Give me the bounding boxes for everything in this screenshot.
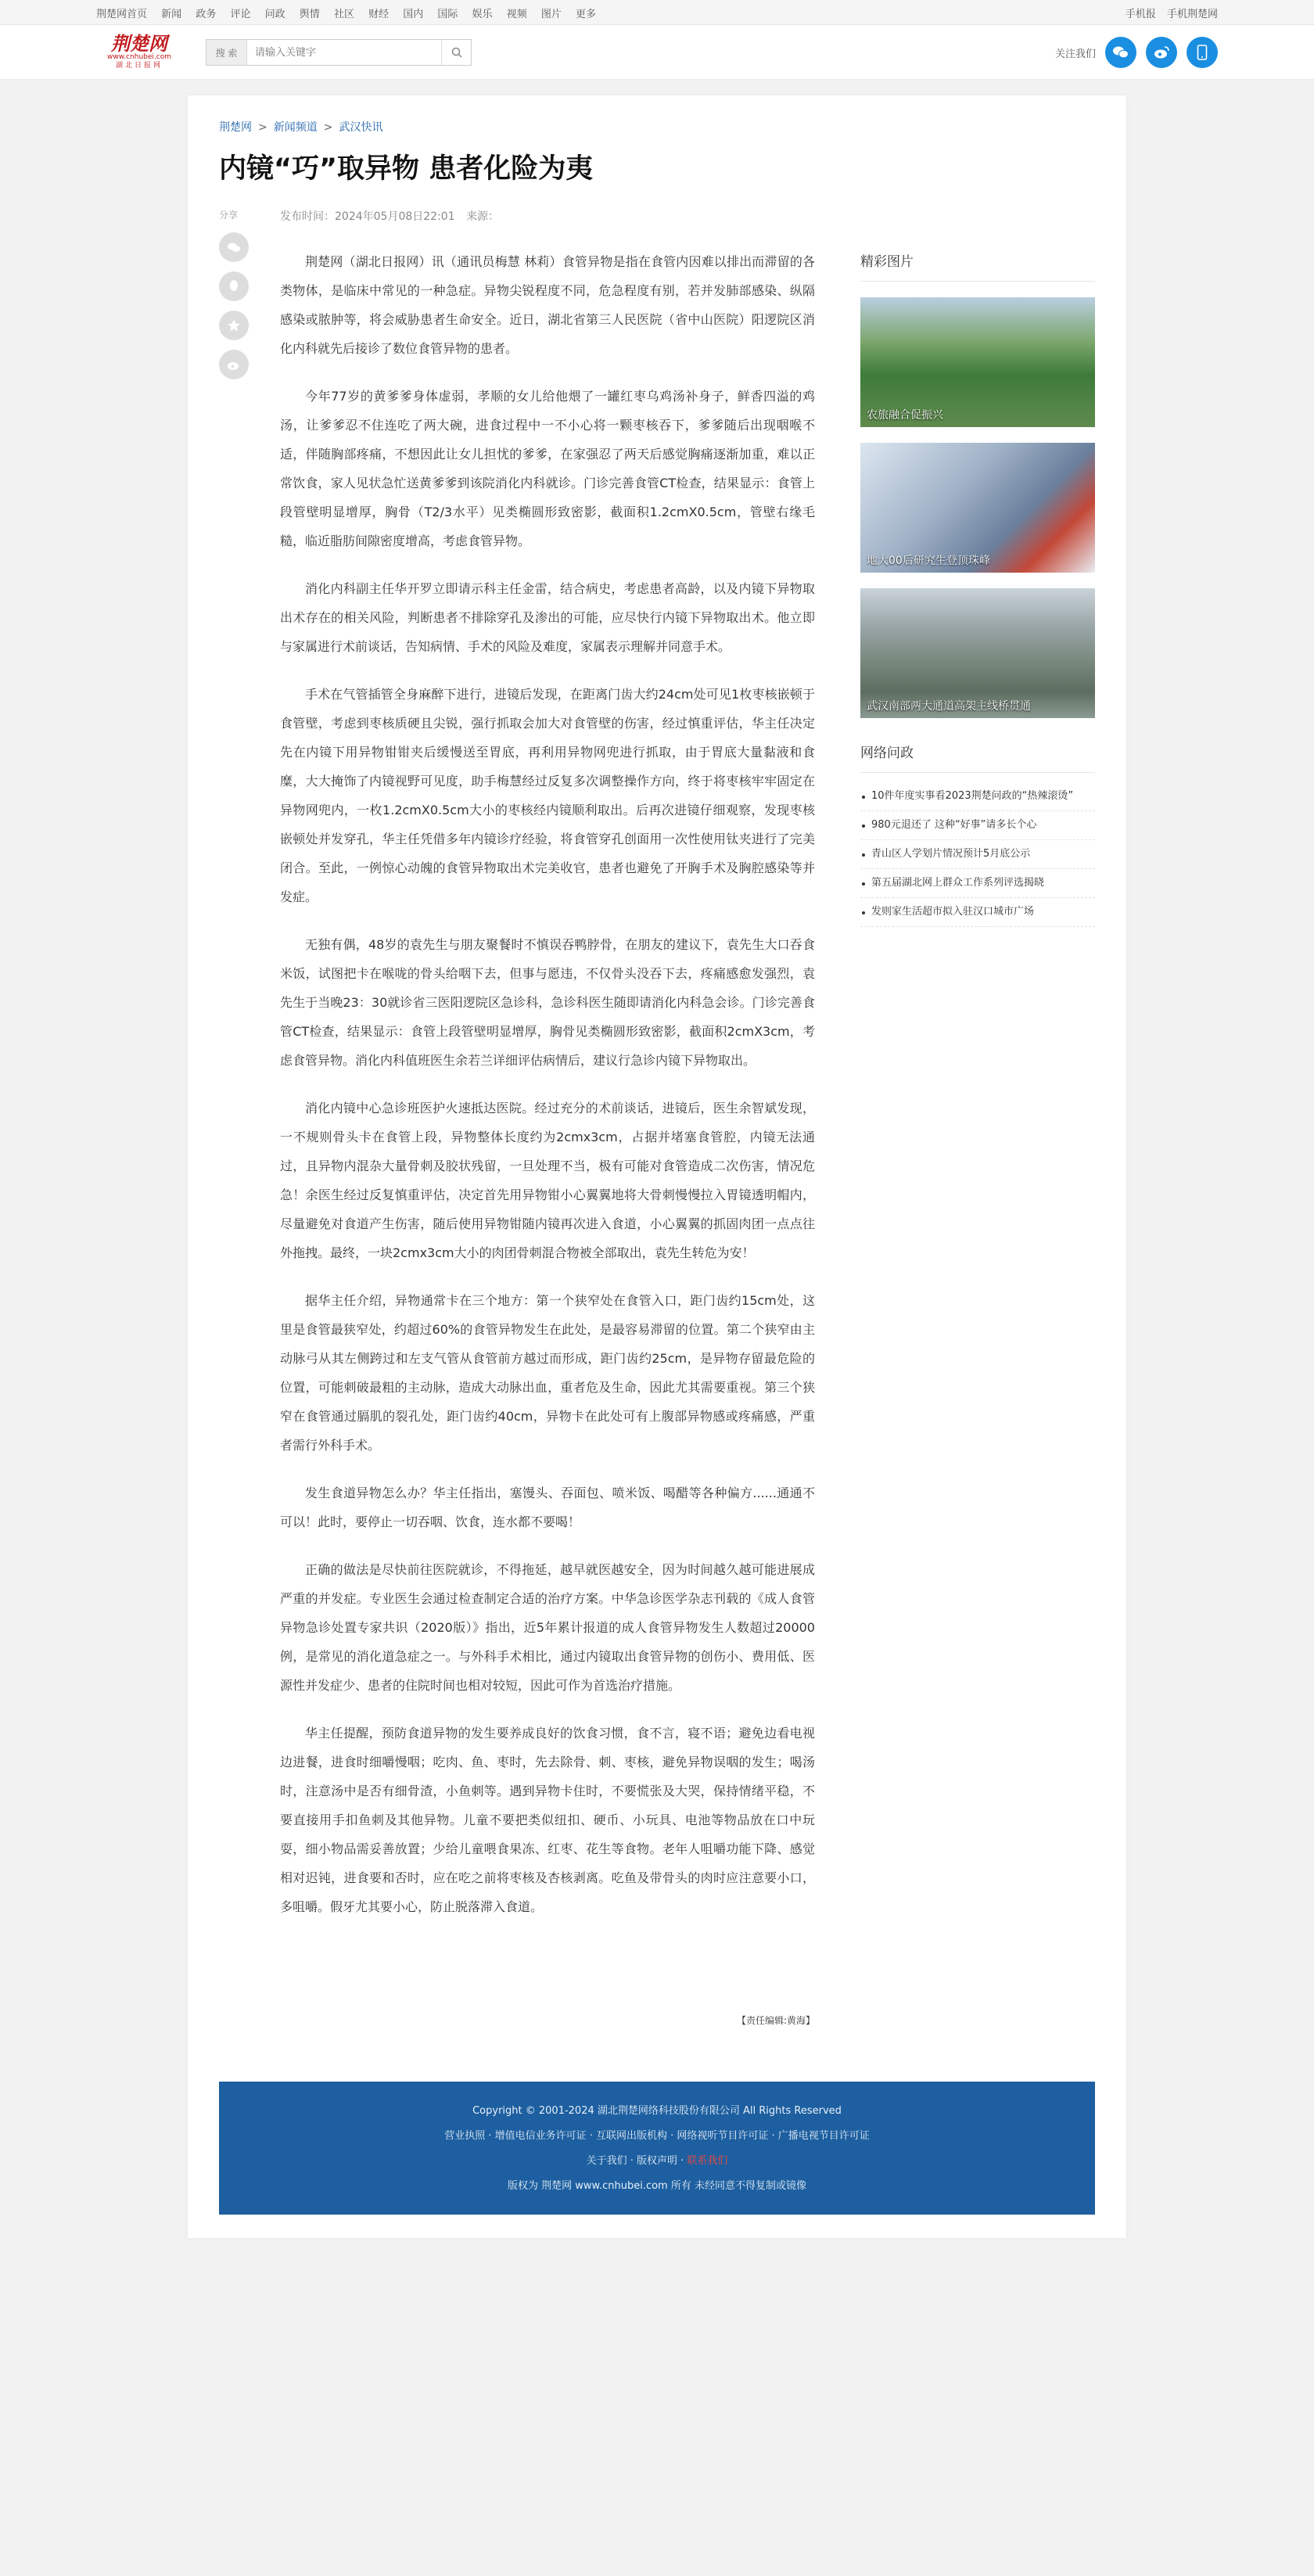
sidebar [860, 208, 1095, 2027]
top-nav [0, 0, 1314, 25]
top-nav-link[interactable]: 视频 [506, 8, 527, 20]
breadcrumb-news[interactable]: 新闻频道 [273, 121, 318, 134]
article-paragraph: 华主任提醒，预防食道异物的发生要养成良好的饮食习惯，食不言，寝不语；避免边看电视边进餐，进食时细嚼慢咽；吃肉、鱼、枣时，先去除骨、刺、枣核，避免异物误咽的发生；喝汤时，注意汤中是否有细骨渣，小鱼刺等。遇到异物卡住时，不要慌张及大哭，保持情绪平稳，不要直接用手扣鱼刺及其他异物。儿童不要把类似纽扣、硬币、小玩具、电池等物品放在口中玩耍，细小物品需妥善放置；少给儿童喂食果冻、红枣、花生等食物。老年人咀嚼功能下降、感觉相对迟钝，进食要和否时，应在吃之前将枣核及杏核剥离。吃鱼及带骨头的肉时应注意要小口，多咀嚼。假牙尤其要小心，防止脱落滞入食道。 [280, 1726, 815, 1914]
article-paragraph: 发生食道异物怎么办？华主任指出，塞馒头、吞面包、喷米饭、喝醋等各种偏方......通通不可以！此时，要停止一切吞咽、饮食，连水都不要喝！ [280, 1486, 815, 1529]
top-nav-link[interactable]: 财经 [368, 8, 390, 20]
top-nav-link[interactable]: 政务 [196, 8, 217, 20]
star-icon [227, 318, 241, 332]
search-icon [451, 47, 462, 58]
top-nav-link[interactable]: 舆情 [299, 8, 320, 20]
article-paragraph: 今年77岁的黄爹爹身体虚弱，孝顺的女儿给他煨了一罐红枣乌鸡汤补身子，鲜香四溢的鸡汤，让爹爹忍不住连吃了两大碗，进食过程中一不小心将一颗枣核吞下，爹爹随后出现咽喉不适，伴随胸部疼痛，不想因此让女儿担忧的爹爹，在家强忍了两天后感觉胸痛逐渐加重，难以正常饮食，家人见状急忙送黄爹爹到该院消化内科就诊。门诊完善食管CT检查，结果显示：食管上段管壁明显增厚，胸骨（T2/3水平）见类椭圆形致密影，截面积1.2cmX0.5cm，管壁右缘毛糙，临近脂肪间隙密度增高，考虑食管异物。 [280, 389, 815, 548]
sidebar-news-item[interactable]: 980元退还了 这种“好事”请多长个心 [860, 811, 1095, 840]
article-paragraph: 正确的做法是尽快前往医院就诊，不得拖延，越早就医越安全，因为时间越久越可能进展成严重的并发症。专业医生会通过检查制定合适的治疗方案。中华急诊医学杂志刊载的《成人食管异物急诊处置专家共识（2020版）》指出，近5年累计报道的成人食管异物发生人数超过20000例，是常见的消化道急症之一。与外科手术相比，通过内镜取出食管异物的创伤小、费用低、医源性并发症少、患者的住院时间也相对较短，因此可作为首选治疗措施。 [280, 1562, 815, 1693]
logo-subtitle: 湖北日报网 [115, 62, 163, 70]
photo-caption: 武汉南部两大通道高架主线桥贯通 [867, 700, 1031, 713]
share-panel [219, 208, 280, 2027]
site-header [0, 25, 1314, 80]
top-nav-link[interactable]: 社区 [333, 8, 354, 20]
top-nav-link[interactable]: 娱乐 [472, 8, 493, 20]
share-weibo-button[interactable] [219, 350, 249, 379]
photo-caption: 地大00后研究生登顶珠峰 [867, 555, 990, 567]
top-nav-link[interactable]: 国际 [437, 8, 458, 20]
sidebar-pics-title: 精彩图片 [860, 250, 1095, 282]
wechat-icon [1112, 45, 1129, 59]
article-body [280, 208, 815, 2027]
top-nav-links [96, 5, 607, 20]
follow-label: 关注我们 [1054, 48, 1096, 60]
sidebar-photo[interactable] [860, 297, 1095, 427]
site-logo[interactable] [96, 33, 182, 72]
sidebar-news-list [860, 782, 1095, 927]
footer-about [219, 2149, 1095, 2174]
top-nav-link[interactable]: 国内 [403, 8, 424, 20]
search-input[interactable] [247, 40, 441, 65]
top-nav-link[interactable]: 新闻 [161, 8, 182, 20]
top-nav-right [1118, 5, 1218, 20]
top-nav-link[interactable]: 评论 [230, 8, 251, 20]
weibo-button[interactable] [1146, 37, 1177, 68]
sidebar-news-item[interactable]: 第五届湖北网上群众工作系列评选揭晓 [860, 869, 1095, 898]
wechat-button[interactable] [1105, 37, 1136, 68]
footer-licenses[interactable]: 营业执照 · 增值电信业务许可证 · 互联网出版机构 · 网络视听节目许可证 · 广播电视节目许可证 [444, 2130, 870, 2142]
article-meta [280, 208, 815, 224]
share-qq-button[interactable] [219, 271, 249, 301]
search-select[interactable]: 搜 索 [206, 40, 247, 65]
sidebar-photo[interactable] [860, 443, 1095, 573]
mobile-news-link[interactable]: 手机报 [1125, 8, 1156, 20]
top-nav-link[interactable]: 问政 [264, 8, 285, 20]
top-nav-link[interactable]: 图片 [540, 8, 562, 20]
sidebar-news-title: 网络问政 [860, 742, 1095, 773]
sidebar-news-item[interactable]: 发则家生活超市拟入驻汉口城市广场 [860, 898, 1095, 927]
weibo-icon [227, 358, 241, 371]
photo-caption: 农旅融合促振兴 [867, 409, 943, 422]
footer-about-links[interactable]: 关于我们 · 版权声明 · [586, 2155, 684, 2167]
article-paragraph: 荆楚网（湖北日报网）讯（通讯员梅慧 林莉）食管异物是指在食管内因难以排出而滞留的各类物体，是临床中常见的一种急症。异物尖锐程度不同，危急程度有别，若并发肺部感染、纵隔感染或脓肿等，将会威胁患者生命安全。近日，湖北省第三人民医院（省中山医院）阳逻院区消化内科就先后接诊了数位食管异物的患者。 [280, 254, 815, 356]
search-button[interactable] [441, 40, 471, 65]
article-card [188, 95, 1126, 2238]
publish-time: 发布时间：2024年05月08日22:01 [280, 210, 455, 223]
article-paragraph: 据华主任介绍，异物通常卡在三个地方：第一个狭窄处在食管入口，距门齿约15cm处，这里是食管最狭窄处，约超过60%的食管异物发生在此处，是最容易滞留的位置。第二个狭窄由主动脉弓从其左侧跨过和左支气管从食管前方越过而形成，距门齿约25cm，是异物存留最危险的位置，可能刺破最粗的主动脉，造成大动脉出血，重者危及生命，因此尤其需要重视。第三个狭窄在食管通过膈肌的裂孔处，距门齿约40cm，异物卡在此处可有上腹部异物感或疼痛感，严重者需行外科手术。 [280, 1293, 815, 1453]
article-paragraph: 消化内镜中心急诊班医护火速抵达医院。经过充分的术前谈话，进镜后，医生余智斌发现，一不规则骨头卡在食管上段，异物整体长度约为2cmx3cm，占据并堵塞食管腔，内镜无法通过，且异物内混杂大量骨刺及胶状残留，一旦处理不当，极有可能对食管造成二次伤害，情况危急！余医生经过反复慎重评估，决定首先用异物钳小心翼翼地将大骨刺慢慢拉入胃镜透明帽内，尽量避免对食道产生伤害，随后使用异物钳随内镜再次进入食道，小心翼翼的抓固肉团一点点往外拖拽。最终，一块2cmx3cm大小的肉团骨刺混合物被全部取出，袁先生转危为安！ [280, 1101, 815, 1260]
wechat-icon [227, 242, 241, 253]
sidebar-news-item[interactable]: 青山区人学划片情况预计5月底公示 [860, 840, 1095, 869]
sidebar-news-item[interactable]: 10件年度实事看2023荆楚问政的“热辣滚烫” [860, 782, 1095, 811]
search-box [206, 39, 472, 66]
share-wechat-button[interactable] [219, 232, 249, 262]
share-qzone-button[interactable] [219, 311, 249, 340]
sidebar-photo[interactable] [860, 588, 1095, 718]
share-label: 分享 [219, 210, 239, 221]
breadcrumb-home[interactable]: 荆楚网 [219, 121, 252, 134]
logo-title: 荆楚网 [111, 32, 167, 55]
breadcrumb-wuhan[interactable]: 武汉快讯 [339, 121, 383, 134]
article-title: 内镜“巧”取异物 患者化险为夷 [219, 153, 594, 185]
article-paragraph: 手术在气管插管全身麻醉下进行，进镜后发现，在距离门齿大约24cm处可见1枚枣核嵌顿于食管壁，考虑到枣核质硬且尖锐，强行抓取会加大对食管壁的伤害，经过慎重评估，华主任决定先在内镜下用异物钳钳夹后缓慢送至胃底，再利用异物网兜进行抓取，由于胃底大量黏液和食糜，大大掩饰了内镜视野可见度，助手梅慧经过反复多次调整操作方向，终于将枣核牢牢固定在异物网兜内，一枚1.2cmX0.5cm大小的枣核经内镜顺利取出。后再次进镜仔细观察，发现枣核嵌顿处并发穿孔，华主任凭借多年内镜诊疗经验，将食管穿孔创面用一次性使用钛夹进行了完美闭合。至此，一例惊心动魄的食管异物取出术完美收官，患者也避免了开胸手术及胸腔感染等并发症。 [280, 687, 815, 904]
footer-rights: 版权为 荆楚网 www.cnhubei.com 所有 未经同意不得复制或镜像 [508, 2180, 806, 2192]
follow-us [1055, 37, 1218, 68]
mobile-icon [1197, 45, 1208, 60]
breadcrumb: 荆楚网 > 新闻频道 > 武汉快讯 [219, 121, 383, 134]
weibo-icon [1153, 45, 1170, 59]
footer-copyright: Copyright © 2001-2024 湖北荆楚网络科技股份有限公司 All Rights Reserved [472, 2105, 842, 2117]
article-paragraph: 无独有偶，48岁的袁先生与朋友聚餐时不慎误吞鸭脖骨，在朋友的建议下，袁先生大口吞食米饭，试图把卡在喉咙的骨头给咽下去，但事与愿违，不仅骨头没吞下去，疼痛感愈发强烈，袁先生于当晚23：30就诊省三医阳逻院区急诊科，急诊科医生随即请消化内科急会诊。门诊完善食管CT检查，结果显示：食管上段管壁明显增厚，胸骨见类椭圆形致密影，截面积2cmX3cm，考虑食管异物。消化内科值班医生余若兰详细评估病情后，建议行急诊内镜下异物取出。 [280, 937, 815, 1068]
qq-icon [228, 279, 239, 293]
mobile-button[interactable] [1187, 37, 1218, 68]
footer-contact-link[interactable]: 联系我们 [687, 2155, 728, 2167]
mobile-site-link[interactable]: 手机荆楚网 [1166, 8, 1218, 20]
top-nav-link[interactable]: 更多 [576, 8, 597, 20]
article-source: 来源： [466, 210, 500, 223]
logo-url: www.cnhubei.com [106, 53, 171, 61]
top-nav-link[interactable]: 荆楚网首页 [96, 8, 148, 20]
site-footer [219, 2082, 1095, 2215]
article-paragraph: 消化内科副主任华开罗立即请示科主任金雷，结合病史，考虑患者高龄，以及内镜下异物取出术存在的相关风险，判断患者不排除穿孔及渗出的可能，应尽快行内镜下异物取出术。他立即与家属进行术前谈话，告知病情、手术的风险及难度，家属表示理解并同意手术。 [280, 581, 815, 654]
editor-credit: 【责任编辑:黄海】 [736, 2015, 815, 2026]
